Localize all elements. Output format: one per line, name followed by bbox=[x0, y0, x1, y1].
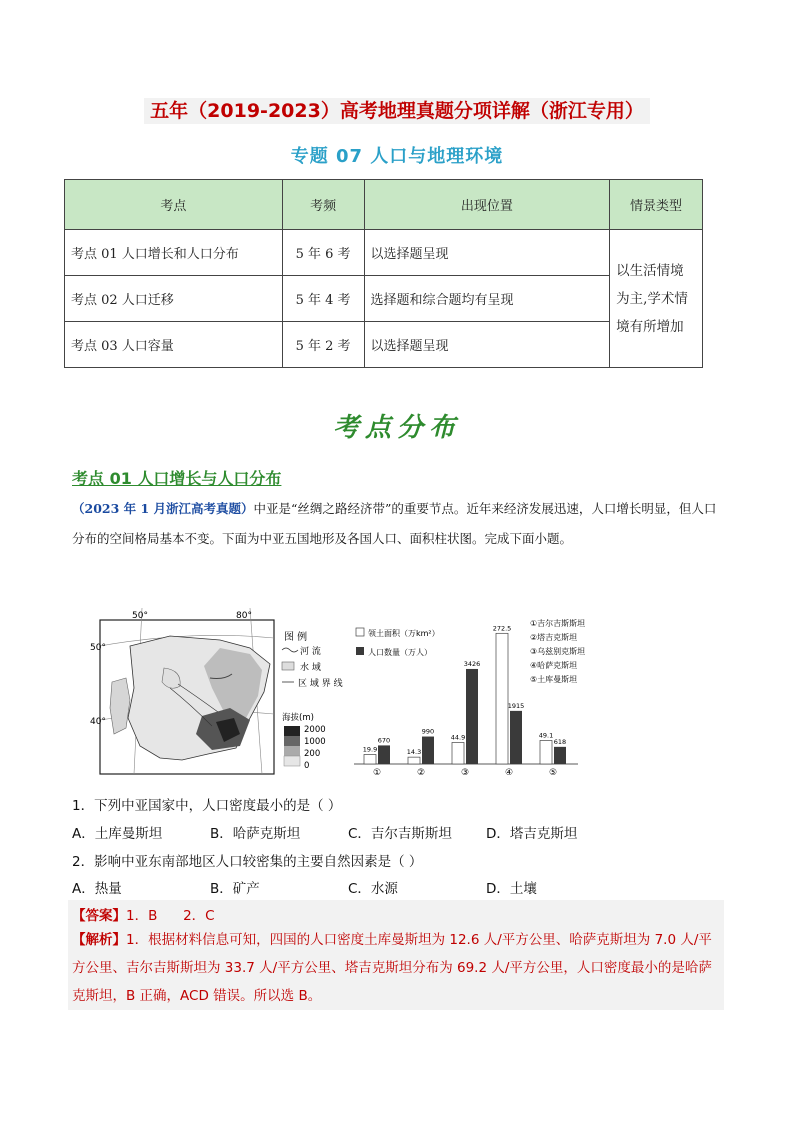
option-b[interactable]: B．矿产 bbox=[210, 881, 260, 897]
lon-label: 80° bbox=[236, 611, 252, 621]
data-label-area: 44.9 bbox=[450, 733, 466, 742]
legend-item: 水 域 bbox=[300, 663, 321, 673]
bar-area bbox=[452, 742, 464, 764]
country-legend-item: ⑤土库曼斯坦 bbox=[530, 675, 578, 684]
table-cell-kaodian: 考点 01 人口增长和人口分布 bbox=[65, 230, 283, 276]
data-label-area: 19.9 bbox=[362, 745, 378, 754]
answer-text: 1．B 2．C bbox=[126, 908, 215, 924]
table-cell-pinlv: 5 年 2 考 bbox=[282, 322, 364, 368]
question-2-stem: 2．影响中亚东南部地区人口较密集的主要自然因素是（ ） bbox=[72, 854, 423, 870]
elevation-tick: 1000 bbox=[304, 737, 326, 747]
population-area-chart bbox=[350, 614, 610, 776]
category-label: ② bbox=[416, 768, 426, 778]
legend-series-label: 人口数量（万人） bbox=[368, 648, 432, 657]
country-legend-item: ③乌兹别克斯坦 bbox=[530, 647, 586, 656]
option-d[interactable]: D．塔吉克斯坦 bbox=[486, 826, 578, 842]
bar-population bbox=[466, 669, 478, 764]
explanation bbox=[72, 926, 722, 1010]
table-cell-weizhi: 以选择题呈现 bbox=[364, 322, 610, 368]
data-label-area: 272.5 bbox=[492, 624, 512, 633]
central-asia-map bbox=[90, 608, 350, 778]
kaodian-heading: 考点 01 人口增长与人口分布 bbox=[72, 469, 282, 488]
bar-population bbox=[378, 745, 390, 764]
data-label-population: 3426 bbox=[463, 659, 481, 668]
table-row bbox=[65, 322, 703, 368]
bar-area bbox=[364, 754, 376, 764]
table-cell-pinlv: 5 年 4 考 bbox=[282, 276, 364, 322]
option-c[interactable]: C．水源 bbox=[348, 881, 398, 897]
elevation-swatch bbox=[284, 756, 300, 766]
table-cell-weizhi: 以选择题呈现 bbox=[364, 230, 610, 276]
lat-label: 50° bbox=[90, 643, 106, 653]
table-cell-scenario: 以生活情境为主,学术情境有所增加 bbox=[610, 230, 703, 368]
table-header-cell: 出现位置 bbox=[364, 180, 610, 230]
bar-area bbox=[540, 740, 552, 764]
table-cell-kaodian: 考点 03 人口容量 bbox=[65, 322, 283, 368]
legend-series-label: 领土面积（万km²） bbox=[368, 629, 440, 638]
lat-label: 40° bbox=[90, 717, 106, 727]
question-1-stem: 1．下列中亚国家中，人口密度最小的是（ ） bbox=[72, 798, 342, 814]
data-label-area: 14.3 bbox=[406, 748, 422, 757]
lon-label: 50° bbox=[132, 611, 148, 621]
question-intro-text: 中亚是“丝绸之路经济带”的重要节点。近年来经济发展迅速，人口增长明显，但人口分布的空间格局基本不变。下面为中亚五国地形及各国人口、面积柱状图。完成下面小题。 bbox=[72, 501, 717, 546]
option-d[interactable]: D．土壤 bbox=[486, 881, 537, 897]
data-label-population: 670 bbox=[377, 736, 391, 745]
bar-population bbox=[510, 711, 522, 764]
question-source: （2023 年 1 月浙江高考真题） bbox=[72, 501, 254, 516]
exam-points-table bbox=[64, 179, 703, 368]
legend-item: 河 流 bbox=[300, 647, 321, 657]
question-2-options bbox=[72, 877, 624, 897]
table-cell-kaodian: 考点 02 人口迁移 bbox=[65, 276, 283, 322]
bar-population bbox=[422, 737, 434, 764]
sub-title: 专题 07 人口与地理环境 bbox=[290, 146, 504, 167]
elevation-swatch bbox=[284, 726, 300, 736]
table-header-cell: 考点 bbox=[65, 180, 283, 230]
table-cell-weizhi: 选择题和综合题均有呈现 bbox=[364, 276, 610, 322]
elevation-swatch bbox=[284, 746, 300, 756]
country-legend-item: ②塔吉克斯坦 bbox=[530, 633, 578, 642]
legend-water-symbol bbox=[282, 662, 294, 670]
table-row bbox=[65, 276, 703, 322]
option-c[interactable]: C．吉尔吉斯斯坦 bbox=[348, 826, 452, 842]
legend-river-symbol bbox=[282, 648, 298, 652]
category-label: ④ bbox=[504, 768, 514, 778]
category-label: ① bbox=[372, 768, 382, 778]
data-label-area: 49.1 bbox=[538, 731, 554, 740]
table-header-cell: 情景类型 bbox=[610, 180, 703, 230]
country-legend-item: ④哈萨克斯坦 bbox=[530, 661, 578, 670]
answer-line bbox=[72, 904, 215, 924]
bar-area bbox=[496, 633, 508, 764]
bar-population bbox=[554, 747, 566, 764]
elevation-tick: 200 bbox=[304, 749, 321, 759]
main-title: 五年（2019-2023）高考地理真题分项详解（浙江专用） bbox=[0, 96, 794, 123]
section-heading: 考点分布 bbox=[332, 413, 461, 443]
option-a[interactable]: A．土库曼斯坦 bbox=[72, 826, 163, 842]
legend-title: 图 例 bbox=[284, 632, 308, 643]
table-row bbox=[65, 230, 703, 276]
country-legend bbox=[530, 618, 585, 684]
legend-pop-swatch bbox=[356, 647, 364, 655]
category-label: ③ bbox=[460, 768, 470, 778]
table-header-row bbox=[65, 180, 703, 230]
category-label: ⑤ bbox=[548, 768, 558, 778]
bar-area bbox=[408, 757, 420, 764]
elevation-title: 海拔(m) bbox=[282, 713, 314, 723]
data-label-population: 618 bbox=[553, 737, 567, 746]
table-header-cell: 考频 bbox=[282, 180, 364, 230]
explanation-label: 【解析】 bbox=[72, 932, 126, 948]
question-1-options bbox=[72, 822, 624, 842]
country-legend-item: ①吉尔吉斯斯坦 bbox=[530, 619, 586, 628]
data-label-population: 990 bbox=[421, 727, 435, 736]
option-a[interactable]: A．热量 bbox=[72, 881, 122, 897]
elevation-tick: 2000 bbox=[304, 725, 326, 735]
elevation-tick: 0 bbox=[304, 761, 310, 771]
legend-item: 区 域 界 线 bbox=[298, 679, 343, 689]
table-cell-pinlv: 5 年 6 考 bbox=[282, 230, 364, 276]
answer-label: 【答案】 bbox=[72, 908, 126, 924]
data-label-population: 1915 bbox=[507, 701, 525, 710]
option-b[interactable]: B．哈萨克斯坦 bbox=[210, 826, 301, 842]
explanation-text: 1．根据材料信息可知，四国的人口密度土库曼斯坦为 12.6 人/平方公里、哈萨克斯坦为 7.0 人/平方公里、吉尔吉斯斯坦为 33.7 人/平方公里、塔吉克斯坦分布为 69.2 人/平方公里，人口密度最小的是哈萨克斯坦，B 正确，ACD 错误。所以选 B。 bbox=[72, 932, 712, 1004]
legend-area-swatch bbox=[356, 628, 364, 636]
chart-legend bbox=[356, 628, 440, 657]
question-intro bbox=[72, 494, 724, 554]
elevation-swatch bbox=[284, 736, 300, 746]
